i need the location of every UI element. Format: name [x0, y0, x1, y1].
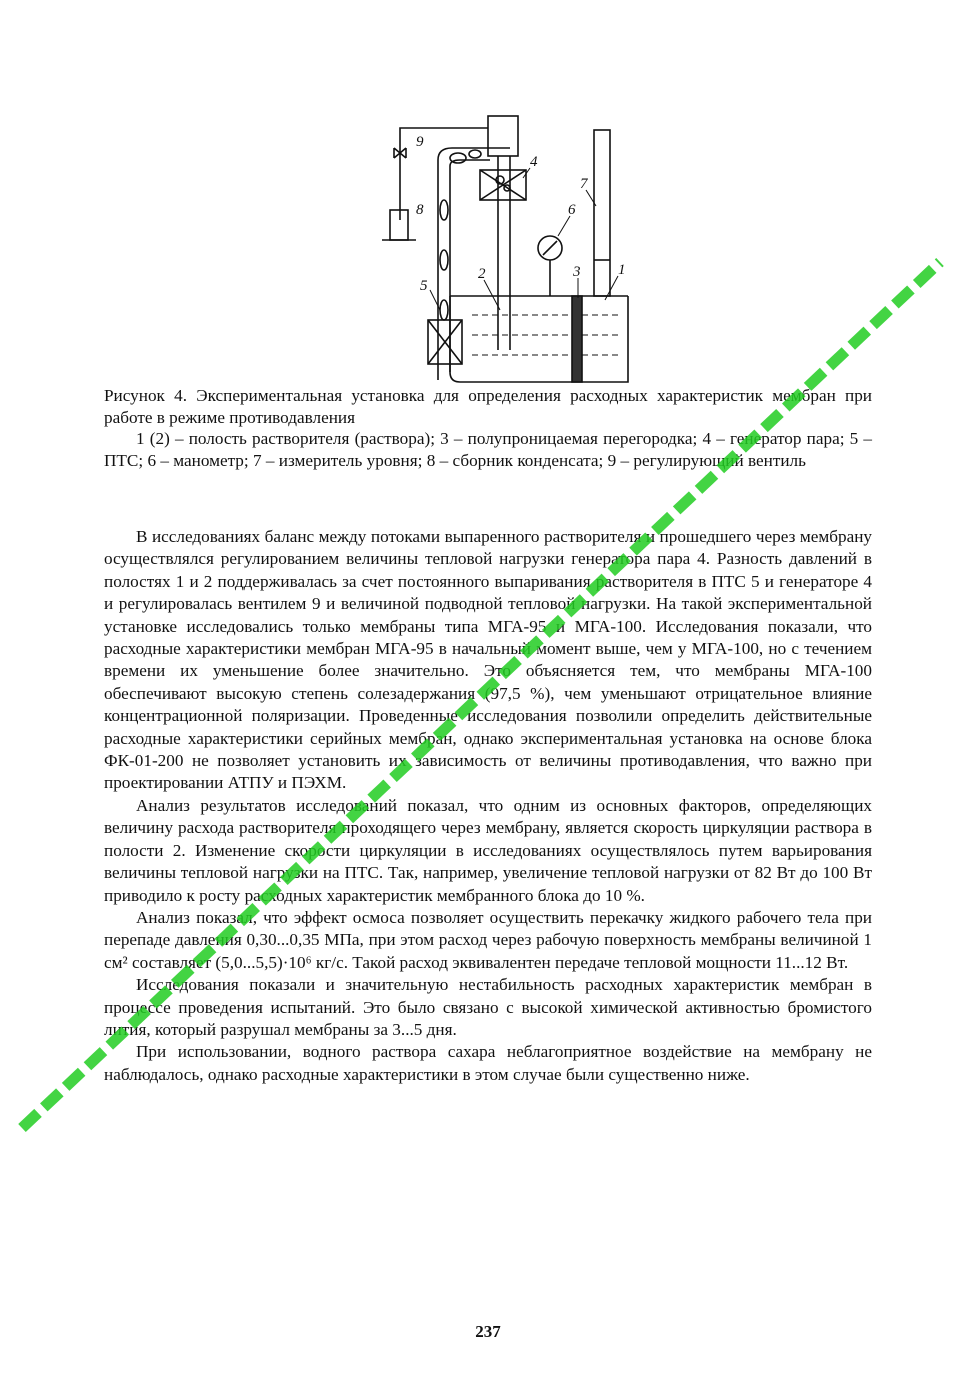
paragraph: В исследованиях баланс между потоками выпаренного растворителя и прошедшего через мембрану осуществлялся регулированием величины тепловой нагрузки генератора пара 4. Разность давлений в полостях 1 и 2 поддерживалась за счет постоянного выпаривания растворителя в ПТС 5 и генераторе 4 и регулировалась вентилем 9 и величиной подводной тепловой нагрузки. На такой экспериментальной установке исследовались только мембраны типа МГА-95 и МГА-100. Исследования показали, что расходные характеристики мембран МГА-95 в начальный момент выше, чем у МГА-100, но с течением времени их уменьшение более значительно. Это объясняется тем, что мембраны МГА-100 обеспечивают высокую степень солезадержания (97,5 %), чем уменьшают отрицательное влияние концентрационной поляризации. Проведенные исследования позволили определить действительные расходные характеристики серийных мембран, однако экспериментальная установка на основе блока ФК-01-200 не позволяет установить их зависимость от величины противодавления, что важно при проектировании АТПУ и ПЭХМ. [104, 527, 872, 793]
figure-caption [104, 385, 872, 471]
figure-label-7: 7 [580, 176, 588, 192]
caption-legend: 1 (2) – полость растворителя (раствора); 3 – полупроницаемая перегородка; 4 – генератор пара; 5 – ПТС; 6 – манометр; 7 – измеритель уровня; 8 – сборник конденсата; 9 – регулирующий вентиль [104, 429, 872, 470]
figure-label-9: 9 [416, 134, 424, 150]
figure-label-1: 1 [618, 262, 626, 278]
caption-title: Рисунок 4. Экспериментальная установка для определения расходных характеристик мембран при работе в режиме противодавления [104, 386, 872, 427]
figure-label-5: 5 [420, 278, 428, 294]
figure-label-2: 2 [478, 266, 486, 282]
paragraph: Анализ результатов исследований показал, что одним из основных факторов, определяющих величину расхода растворителя проходящего через мембрану, является скорость циркуляции раствора в полости 2. Изменение скорости циркуляции в исследованиях осуществлялось путем варьирования величины тепловой нагрузки на ПТС. Так, например, увеличение тепловой нагрузки от 82 Вт до 100 Вт приводило к росту расходных характеристик мембранного блока до 10 %. [104, 795, 872, 905]
body-text [104, 526, 872, 1086]
figure-label-8: 8 [416, 202, 424, 218]
page-number: 237 [475, 1322, 501, 1341]
figure-label-4: 4 [530, 154, 538, 170]
paragraph: Анализ показал, что эффект осмоса позволяет осуществить перекачку жидкого рабочего тела при перепаде давления 0,30...0,35 МПа, при этом расход через рабочую поверхность мембраны величиной 1 см² составляет (5,0...5,5)·10⁶ кг/с. Такой расход эквивалентен передаче тепловой мощности 11...12 Вт. [104, 907, 872, 972]
setup-figure [380, 110, 640, 390]
figure-label-6: 6 [568, 202, 576, 218]
paragraph: Исследования показали и значительную нестабильность расходных характеристик мембран в процессе проведения испытаний. Это было связано с высокой химической активностью бромистого лития, который разрушал мембраны за 3...5 дня. [104, 975, 872, 1039]
figure-label-3: 3 [573, 264, 581, 280]
paragraph: При использовании, водного раствора сахара неблагоприятное воздействие на мембрану не наблюдалось, однако расходные характеристики в этом случае были существенно ниже. [104, 1042, 872, 1084]
